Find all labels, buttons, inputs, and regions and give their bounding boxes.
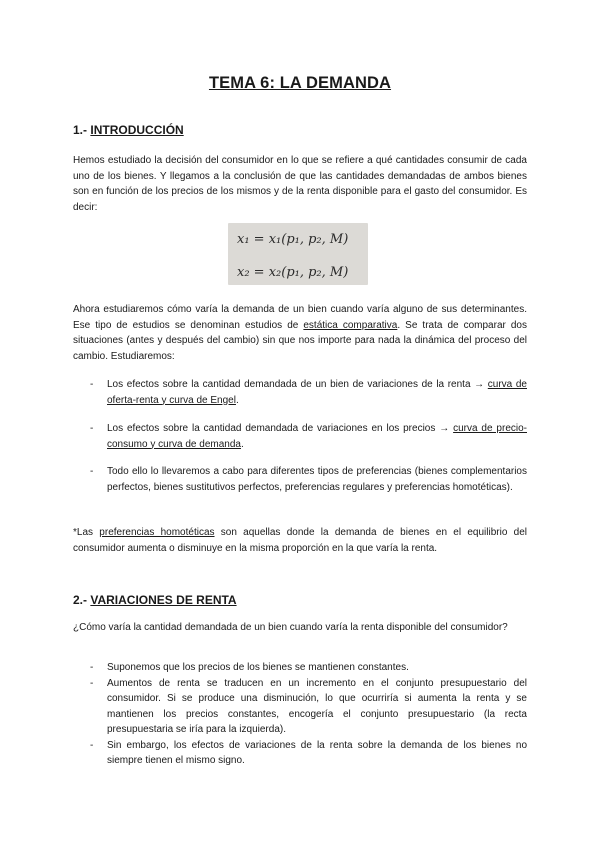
estatica-comparativa-term: estática comparativa — [303, 319, 398, 331]
dash-bullet: - — [90, 739, 94, 751]
section1-heading — [73, 123, 184, 137]
list-item: - Los efectos sobre la cantidad demandada de variaciones en los precios → curva de precio-consumo y curva de demanda. — [90, 423, 527, 450]
preferencias-homoteticas-term: preferencias homotéticas — [99, 527, 215, 538]
section2-heading — [73, 593, 237, 607]
homothetic-note: *Las preferencias homotéticas son aquellas donde la demanda de bienes en el equilibrio del consumidor aumenta o disminuye en la misma proporción en la que varía la renta. — [73, 527, 528, 554]
intro-paragraph: Hemos estudiado la decisión del consumidor en lo que se refiere a qué cantidades consumir de cada uno de los bienes. Y llegamos a la conclusión de que las cantidades demandadas de ambos bienes son en función de los precios de los mismos y de la renta disponible para el gasto del consumidor. Es decir: — [73, 155, 527, 213]
study-list — [90, 421, 527, 452]
section2-title: VARIACIONES DE RENTA — [90, 593, 237, 607]
section1-number: 1.- — [73, 123, 88, 137]
income-list — [90, 660, 527, 769]
formula-x1: x₁ = x₁(p₁, p₂, M) — [237, 232, 349, 247]
list-item: - Aumentos de renta se traducen en un incremento en el conjunto presupuestario del consumidor. Si se produce una disminución, lo que ocurriría si aumenta la renta y se mantienen los precios constantes, encogería el conjunto presupuestario (la recta presupuestaria se iría para la izquierda). — [90, 677, 527, 735]
income-question: ¿Cómo varía la cantidad demandada de un bien cuando varía la renta disponible del consumidor? — [73, 622, 508, 633]
section1-title: INTRODUCCIÓN — [90, 123, 184, 137]
study-list — [90, 464, 527, 495]
page-title: TEMA 6: LA DEMANDA — [208, 74, 392, 92]
section2-number: 2.- — [73, 593, 88, 607]
dash-bullet: - — [90, 423, 94, 434]
list-item: - Los efectos sobre la cantidad demandada de un bien de variaciones de la renta → curva de oferta-renta y curva de Engel. — [90, 379, 527, 406]
dash-bullet: - — [90, 677, 94, 689]
study-list — [90, 377, 527, 408]
list-item: - Suponemos que los precios de los bienes se mantienen constantes. — [90, 660, 527, 676]
dash-bullet: - — [90, 662, 94, 673]
demand-formula-image — [228, 223, 368, 285]
comparative-statics-paragraph: Ahora estudiaremos cómo varía la demanda de un bien cuando varía alguno de sus determinantes. Ese tipo de estudios se denominan estudios de estática comparativa. Se trata de comparar dos situaciones (antes y después del cambio) sin que nos importe para nada la dinámica del proceso del cambio. Estudiaremos: — [73, 304, 527, 362]
dash-bullet: - — [90, 379, 94, 390]
dash-bullet: - — [90, 466, 94, 477]
list-item: - Sin embargo, los efectos de variaciones de la renta sobre la demanda de los bienes no siempre tienen el mismo signo. — [90, 739, 527, 766]
list-item: - Todo ello lo llevaremos a cabo para diferentes tipos de preferencias (bienes complementarios perfectos, bienes sustitutivos perfectos, preferencias regulares y preferencias homotéticas). — [90, 466, 527, 493]
formula-x2: x₂ = x₂(p₁, p₂, M) — [237, 265, 349, 280]
